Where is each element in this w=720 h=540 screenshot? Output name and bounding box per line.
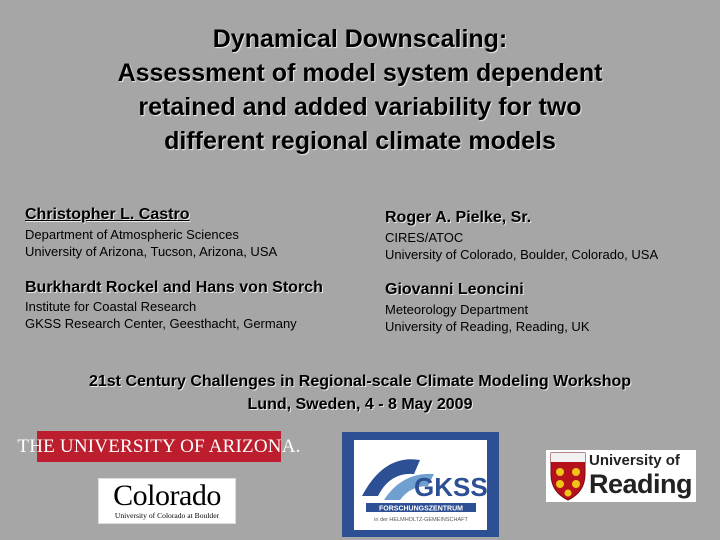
workshop-name: 21st Century Challenges in Regional-scale Climate Modeling Workshop: [88, 373, 632, 390]
university-of-reading-logo: [546, 450, 696, 502]
reading-crest-icon: [548, 450, 588, 502]
workshop-info: [0, 370, 720, 416]
gkss-logo: [342, 432, 499, 537]
affiliation-line: Institute for Coastal Research: [25, 299, 197, 314]
author-name-castro: Christopher L. Castro: [25, 206, 190, 223]
title-line-4: different regional climate models: [164, 127, 556, 155]
colorado-logo-subtext: University of Colorado at Boulder: [114, 511, 220, 520]
affiliation-line: University of Reading, Reading, UK: [385, 319, 590, 334]
workshop-location-date: Lund, Sweden, 4 - 8 May 2009: [247, 396, 473, 413]
title-line-3: retained and added variability for two: [138, 93, 582, 121]
gkss-logo-wordmark: GKSS: [414, 472, 487, 502]
gkss-logo-subtext: FORSCHUNGSZENTRUM: [379, 505, 463, 513]
title-line-1: Dynamical Downscaling:: [212, 25, 508, 53]
affiliation-line: University of Arizona, Tucson, Arizona, USA: [25, 244, 278, 259]
university-of-arizona-logo: [17, 431, 301, 462]
gkss-emblem-icon: [354, 440, 487, 530]
reading-logo-line2: Reading: [589, 469, 693, 499]
affiliation-leoncini: [385, 301, 590, 335]
affiliation-line: GKSS Research Center, Geesthacht, Germany: [25, 316, 297, 331]
gkss-logo-panel: [354, 440, 487, 530]
arizona-logo-text: THE UNIVERSITY OF ARIZONA.: [17, 435, 301, 457]
reading-logo-text: [589, 452, 692, 498]
affiliation-rockel-von-storch: [25, 298, 297, 332]
author-name-pielke: Roger A. Pielke, Sr.: [385, 209, 532, 226]
colorado-logo-wordmark: Colorado: [113, 479, 221, 512]
slide-title: [40, 22, 680, 158]
affiliation-line: CIRES/ATOC: [385, 230, 464, 245]
affiliation-line: University of Colorado, Boulder, Colorado, USA: [385, 247, 659, 262]
affiliation-line: Meteorology Department: [385, 302, 529, 317]
author-name-leoncini: Giovanni Leoncini: [385, 281, 524, 298]
author-name-rockel-von-storch: Burkhardt Rockel and Hans von Storch: [25, 279, 323, 296]
affiliation-castro: [25, 226, 277, 260]
affiliation-line: Department of Atmospheric Sciences: [25, 227, 239, 242]
affiliation-pielke: [385, 229, 658, 263]
title-line-2: Assessment of model system dependent: [117, 59, 603, 87]
reading-logo-line1: University of: [589, 452, 680, 469]
university-of-colorado-logo: [98, 478, 236, 524]
gkss-logo-subtext-2: in der HELMHOLTZ-GEMEINSCHAFT: [374, 517, 468, 523]
